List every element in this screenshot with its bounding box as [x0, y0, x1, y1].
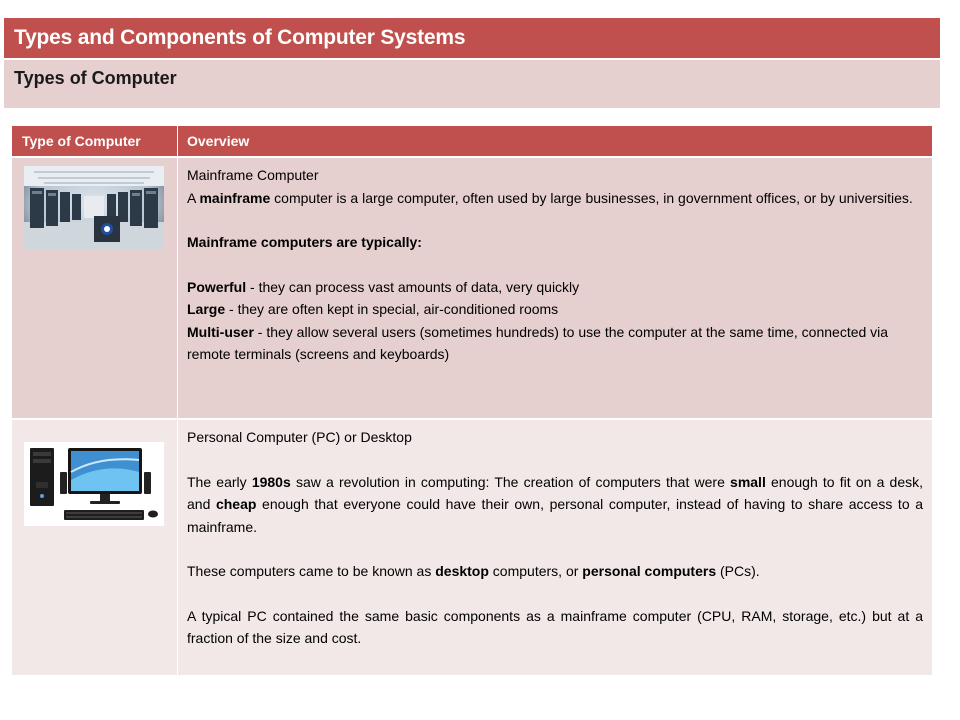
table-row-pc: [12, 418, 932, 675]
type-cell-mainframe: [12, 158, 178, 418]
mainframe-intro: A mainframe computer is a large computer, often used by large businesses, in government offices, or by universities.: [187, 189, 913, 206]
mainframe-typically: Mainframe computers are typically:: [187, 234, 422, 250]
computer-types-table: [12, 126, 932, 675]
pc-paragraph-3: A typical PC contained the same basic components as a mainframe computer (CPU, RAM, storage, etc.) but at a fraction of the size and cost.: [187, 607, 923, 646]
mainframe-large: Large - they are often kept in special, air-conditioned rooms: [187, 301, 559, 317]
mainframe-heading: Mainframe Computer: [187, 167, 319, 183]
page-title: Types and Components of Computer Systems: [4, 18, 940, 58]
overview-cell-mainframe: [178, 158, 932, 418]
mainframe-multi-user: Multi-user - they allow several users (sometimes hundreds) to use the computer at the same time, connected via remote terminals (screens and keyboards): [187, 323, 889, 362]
table-row-mainframe: [12, 156, 932, 418]
column-header-type: Type of Computer: [12, 126, 178, 156]
pc-paragraph-1: The early 1980s saw a revolution in computing: The creation of computers that were small enough to fit on a desk, and cheap enough that everyone could have their own, personal computer, instead of having to share access to a mainframe.: [187, 473, 924, 535]
desktop-pc-photo: [24, 442, 164, 526]
section-subtitle: Types of Computer: [4, 60, 940, 108]
pc-paragraph-2: These computers came to be known as desktop computers, or personal computers (PCs).: [187, 563, 760, 579]
column-header-overview: Overview: [187, 133, 250, 149]
pc-heading: Personal Computer (PC) or Desktop: [187, 429, 412, 445]
mainframe-photo: [24, 166, 164, 250]
type-cell-pc: [12, 420, 178, 675]
table-header-row: [12, 126, 932, 156]
overview-cell-pc: [178, 420, 932, 675]
mainframe-powerful: Powerful - they can process vast amounts of data, very quickly: [187, 278, 580, 295]
